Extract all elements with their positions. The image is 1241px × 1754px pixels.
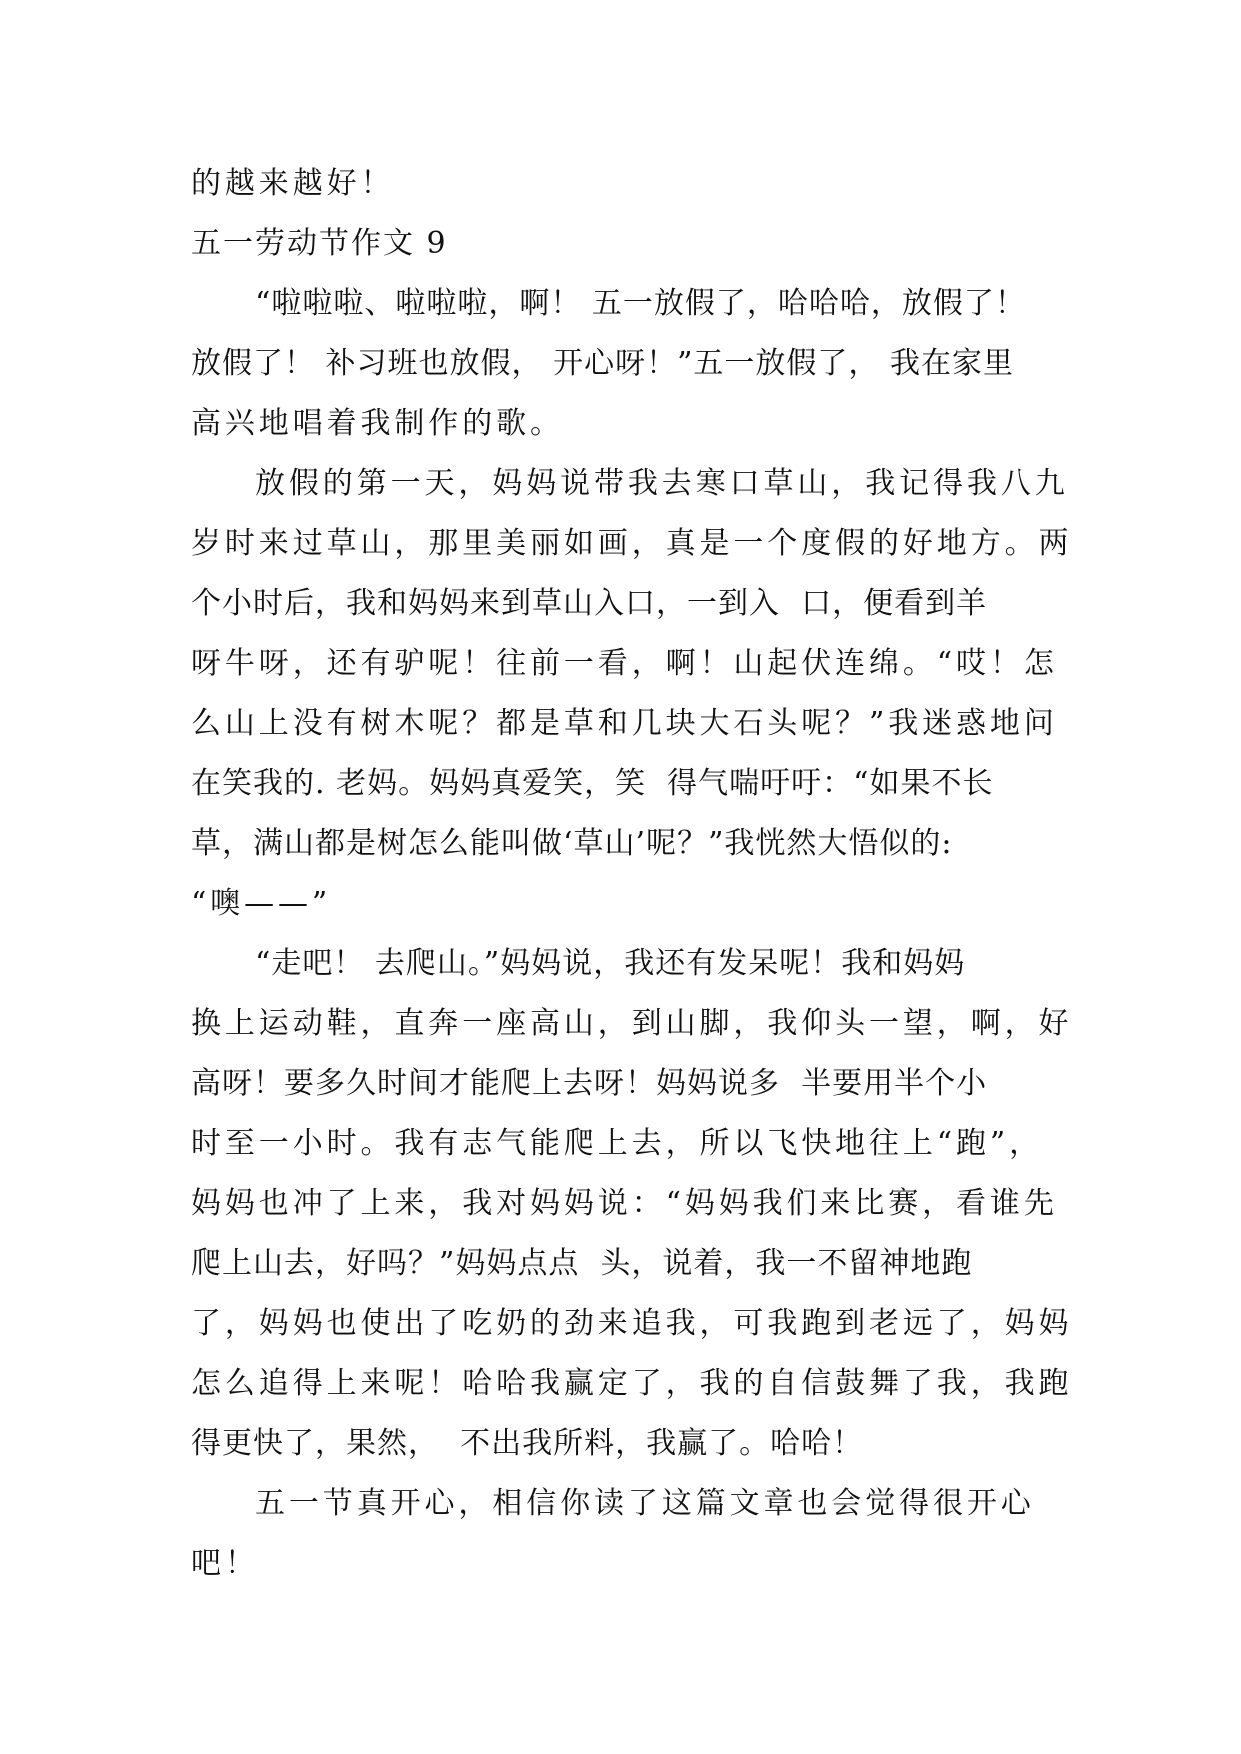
article-title: 五一劳动节作文 9 [191,226,448,261]
paragraph-line: 吧！ [191,1546,259,1581]
paragraph-line: 了，妈妈也使出了吃奶的劲来追我，可我跑到老远了，妈妈 [191,1306,1073,1341]
paragraph-line: “啦啦啦、啦啦啦，啊！ 五一放假了，哈哈哈，放假了！ [255,286,1026,321]
paragraph-line: 放假了！ 补习班也放假， 开心呀！”五一放假了， 我在家里 [191,346,1014,381]
paragraph-line: 怎么追得上来呢！哈哈我赢定了，我的自信鼓舞了我，我跑 [191,1366,1073,1401]
paragraph-line: “走吧！ 去爬山。”妈妈说，我还有发呆呢！我和妈妈 [255,946,966,981]
paragraph-line: 在笑我的. 老妈。妈妈真爱笑，笑 得气喘吁吁：“如果不长 [191,766,994,801]
paragraph-line: 么山上没有树木呢？都是草和几块大石头呢？”我迷惑地问 [191,706,1058,741]
paragraph-line: “噢——” [191,886,332,921]
paragraph-line: 时至一小时。我有志气能爬上去，所以飞快地往上“跑”， [191,1126,1044,1161]
text-line: 的越来越好！ [191,166,395,201]
paragraph-line: 五一节真开心，相信你读了这篇文章也会觉得很开心 [255,1486,1035,1521]
article-body [191,154,1073,1594]
paragraph-line: 个小时后，我和妈妈来到草山入口，一到入 口，便看到羊 [191,586,988,621]
paragraph-line: 岁时来过草山，那里美丽如画，真是一个度假的好地方。两 [191,526,1073,561]
paragraph-line: 草，满山都是树怎么能叫做‘草山’呢？”我恍然大悟似的: [191,826,953,861]
paragraph-line: 高呀！要多久时间才能爬上去呀！妈妈说多 半要用半个小 [191,1066,988,1101]
paragraph-line: 高兴地唱着我制作的歌。 [191,406,564,441]
paragraph-line: 放假的第一天，妈妈说带我去寒口草山，我记得我八九 [255,466,1069,501]
paragraph-line: 得更快了，果然， 不出我所料，我赢了。哈哈！ [191,1426,864,1461]
paragraph-line: 换上运动鞋，直奔一座高山，到山脚，我仰头一望，啊，好 [191,1006,1073,1041]
paragraph-line: 呀牛呀，还有驴呢！往前一看，啊！山起伏连绵。“哎！怎 [191,646,1058,681]
paragraph-line: 爬上山去，好吗？”妈妈点点 头，说着，我一不留神地跑 [191,1246,973,1281]
paragraph-line: 妈妈也冲了上来，我对妈妈说：“妈妈我们来比赛，看谁先 [191,1186,1058,1221]
